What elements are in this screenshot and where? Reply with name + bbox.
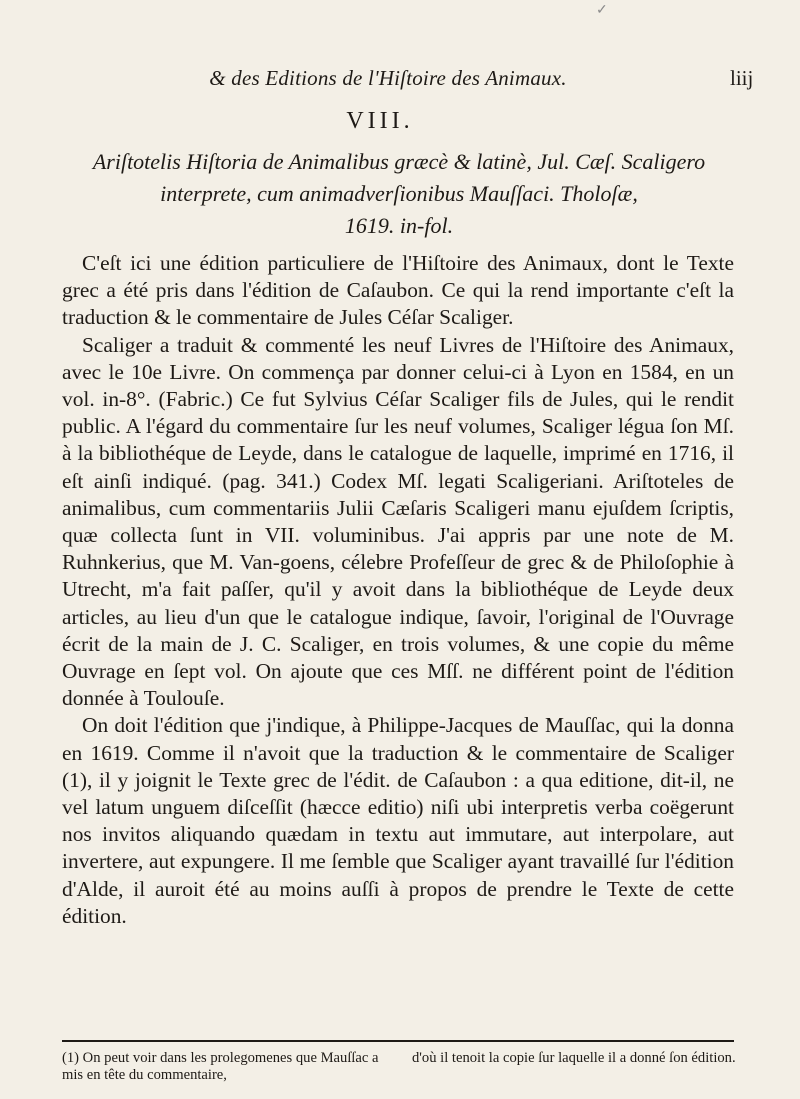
page-number: liij bbox=[730, 66, 754, 90]
edition-title bbox=[64, 146, 734, 242]
edition-title-line: 1619. in-fol. bbox=[344, 213, 454, 238]
paragraph: On doit l'édition que j'indique, à Philippe-Jacques de Mauſſac, qui la donna en 1619. Comme il n'avoit que la traduction & le commentaire de Scaliger (1), il y joignit le Texte grec de l'édit. de Caſaubon : a qua editione, dit-il, ne vel latum unguem diſceſſit (hæcce editio) niſi ubi interpretis verba coëgerunt nos invitos aliquando quædam in textu aut immutare, aut interpolare, aut invertere, aut expungere. Il me ſemble que Scaliger ayant travaillé ſur l'édition d'Alde, il auroit été au moins auſſi à propos de prendre le Texte de cette édition. bbox=[62, 713, 734, 928]
edition-title-line: Ariſtotelis Hiſtoria de Animalibus græcè & latinè, Jul. Cæſ. Scaligero bbox=[92, 149, 706, 174]
footnote-column-left: (1) On peut voir dans les prolegomenes que Mauſſac a mis en tête du commentaire, bbox=[62, 1050, 379, 1083]
body-text bbox=[62, 250, 734, 930]
stray-ink-mark: ✓ bbox=[596, 3, 608, 18]
edition-title-line: interprete, cum animadverſionibus Mauſſaci. Tholoſæ, bbox=[160, 181, 638, 206]
footnote bbox=[62, 1050, 742, 1084]
section-number: VIII. bbox=[346, 108, 414, 134]
paragraph: C'eſt ici une édition particuliere de l'Hiſtoire des Animaux, dont le Texte grec a été pris dans l'édition de Caſaubon. Ce qui la rend importante c'eſt la traduction & le commentaire de Jules Céſar Scaliger. bbox=[62, 251, 734, 330]
paragraph: Scaliger a traduit & commenté les neuf Livres de l'Hiſtoire des Animaux, avec le 10e Livre. On commença par donner celui-ci à Lyon en 1584, en un vol. in-8°. (Fabric.) Ce fut Sylvius Céſar Scaliger fils de Jules, qui le rendit public. A l'égard du commentaire ſur les neuf volumes, Scaliger légua ſon Mſ. à la bibliothéque de Leyde, dans le catalogue de laquelle, imprimé en 1716, il eſt ainſi indiqué. (pag. 341.) Codex Mſ. legati Scaligeriani. Ariſtoteles de animalibus, cum commentariis Julii Cæſaris Scaligeri manu ejuſdem ſcriptis, quæ collecta ſunt in VII. voluminibus. J'ai appris par une note de M. Ruhnkerius, que M. Van-goens, célebre Profeſſeur de grec & de Philoſophie à Utrecht, m'a fait paſſer, qu'il y avoit dans la bibliothéque de Leyde deux articles, au lieu d'un que le catalogue indique, ſavoir, l'original de l'Ouvrage écrit de la main de J. C. Scaliger, en trois volumes, & une copie du même Ouvrage en ſept vol. On ajoute que ces Mſſ. ne différent point de l'édition donnée à Toulouſe. bbox=[62, 332, 734, 711]
footnote-rule bbox=[62, 1040, 734, 1042]
footnote-column-right: d'où il tenoit la copie ſur laquelle il a donné ſon édition. bbox=[412, 1050, 736, 1066]
running-head: & des Editions de l'Hiſtoire des Animaux. bbox=[209, 66, 567, 90]
